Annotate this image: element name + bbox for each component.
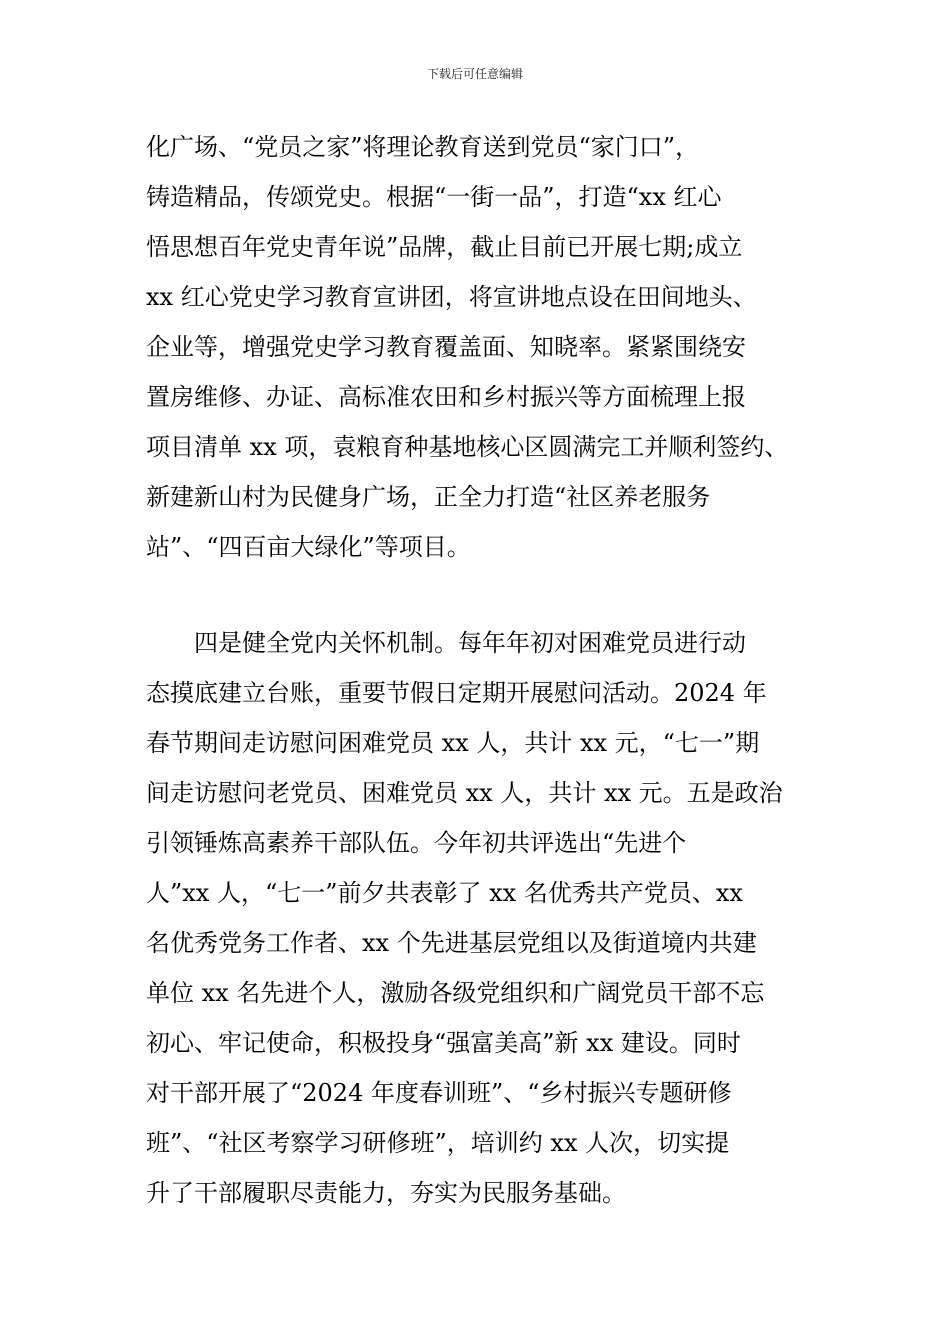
paragraph-line: 铸造精品，传颂党史。根据“一街一品”，打造“xx 红心 xyxy=(146,183,722,211)
paragraph-line: 态摸底建立台账，重要节假日定期开展慰问活动。2024 年 xyxy=(146,679,767,707)
paragraph-line: 名优秀党务工作者、xx 个先进基层党组以及街道境内共建 xyxy=(146,929,757,957)
paragraph-line: 单位 xx 名先进个人，激励各级党组织和广阔党员干部不忘 xyxy=(146,979,765,1007)
paragraph-line: 人”xx 人，“七一”前夕共表彰了 xx 名优秀共产党员、xx xyxy=(146,879,743,907)
paragraph-line: 项目清单 xx 项，袁粮育种基地核心区圆满完工并顺利签约、 xyxy=(146,433,789,461)
paragraph-line: 化广场、“党员之家”将理论教育送到党员“家门口”， xyxy=(146,133,700,161)
paragraph-line: 站”、“四百亩大绿化”等项目。 xyxy=(146,533,471,561)
paragraph-line: 间走访慰问老党员、困难党员 xx 人，共计 xx 元。五是政治 xyxy=(146,779,783,807)
page-header: 下载后可任意编辑 xyxy=(426,67,523,81)
paragraph-line: 对干部开展了“2024 年度春训班”、“乡村振兴专题研修 xyxy=(146,1079,732,1107)
paragraph-line: 置房维修、办证、高标准农田和乡村振兴等方面梳理上报 xyxy=(146,383,746,411)
paragraph-line: 春节期间走访慰问困难党员 xx 人，共计 xx 元，“七一”期 xyxy=(146,729,760,757)
paragraph-line: 四是健全党内关怀机制。每年年初对困难党员进行动 xyxy=(194,629,746,657)
paragraph-line: xx 红心党史学习教育宣讲团，将宣讲地点设在田间地头、 xyxy=(146,283,757,311)
paragraph-line: 新建新山村为民健身广场，正全力打造“社区养老服务 xyxy=(146,483,711,511)
paragraph-line: 班”、“社区考察学习研修班”，培训约 xx 人次，切实提 xyxy=(146,1129,730,1157)
paragraph-line: 引领锤炼高素养干部队伍。今年初共评选出“先进个 xyxy=(146,829,687,857)
paragraph-line: 初心、牢记使命，积极投身“强富美高”新 xx 建设。同时 xyxy=(146,1029,741,1057)
paragraph-line: 升了干部履职尽责能力，夯实为民服务基础。 xyxy=(146,1179,626,1207)
paragraph-line: 悟思想百年党史青年说”品牌，截止目前已开展七期;成立 xyxy=(146,233,743,261)
paragraph-line: 企业等，增强党史学习教育覆盖面、知晓率。紧紧围绕安 xyxy=(146,333,746,361)
